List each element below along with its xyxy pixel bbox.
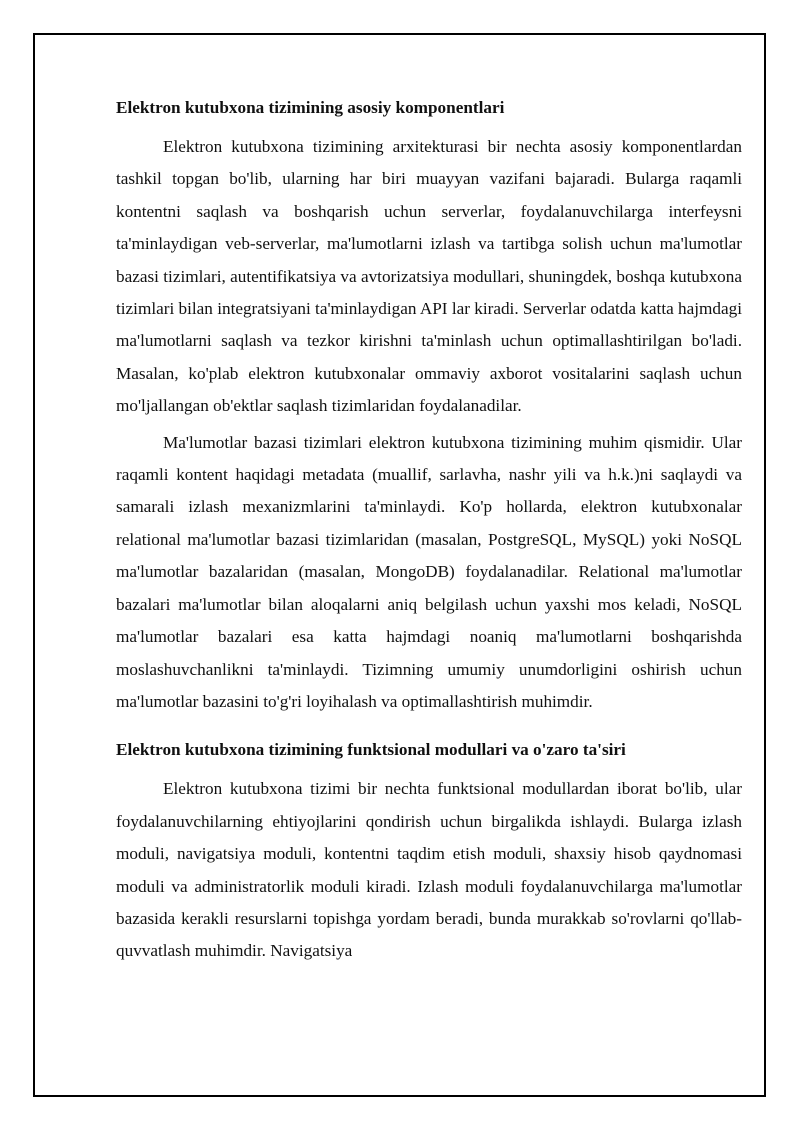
document-body [116, 96, 742, 972]
paragraph-architecture: Elektron kutubxona tizimining arxitekturasi bir nechta asosiy komponentlardan tashkil topgan bo'lib, ularning har biri muayyan vazifani bajaradi. Bularga raqamli kontentni saqlash va boshqarish uchun serverlar, foydalanuvchilarga interfeysni ta'minlaydigan veb-serverlar, ma'lumotlarni izlash va tartibga solish uchun ma'lumotlar bazasi tizimlari, autentifikatsiya va avtorizatsiya modullari, shuningdek, boshqa kutubxona tizimlari bilan integratsiyani ta'minlaydigan API lar kiradi. Serverlar odatda katta hajmdagi ma'lumotlarni saqlash va tezkor kirishni ta'minlash uchun optimallashtirilgan bo'ladi. Masalan, ko'plab elektron kutubxonalar ommaviy axborot vositalarini saqlash uchun mo'ljallangan ob'ektlar saqlash tizimlaridan foydalanadilar. [116, 137, 742, 416]
paragraph-modules: Elektron kutubxona tizimi bir nechta funktsional modullardan iborat bo'lib, ular foydalanuvchilarning ehtiyojlarini qondirish uchun birgalikda ishlaydi. Bularga izlash moduli, navigatsiya moduli, kontentni taqdim etish moduli, shaxsiy hisob qaydnomasi moduli va administratorlik moduli kiradi. Izlash moduli foydalanuvchilarga ma'lumotlar bazasida kerakli resurslarni topishga yordam beradi, bunda murakkab so'rovlarni qo'llab-quvvatlash muhimdir. Navigatsiya [116, 779, 742, 961]
section-heading-components: Elektron kutubxona tizimining asosiy komponentlari [116, 98, 505, 117]
paragraph-databases: Ma'lumotlar bazasi tizimlari elektron kutubxona tizimining muhim qismidir. Ular raqamli kontent haqidagi metadata (muallif, sarlavha, nashr yili va h.k.)ni saqlaydi va samarali izlash mexanizmlarini ta'minlaydi. Ko'p hollarda, elektron kutubxonalar relational ma'lumotlar bazasi tizimlaridan (masalan, PostgreSQL, MySQL) yoki NoSQL ma'lumotlar bazalaridan (masalan, MongoDB) foydalanadilar. Relational ma'lumotlar bazalari ma'lumotlar bilan aloqalarni aniq belgilash uchun yaxshi mos keladi, NoSQL ma'lumotlar bazalari esa katta hajmdagi noaniq ma'lumotlarni boshqarishda moslashuvchanlikni ta'minlaydi. Tizimning umumiy unumdorligini oshirish uchun ma'lumotlar bazasini to'g'ri loyihalash va optimallashtirish muhimdir. [116, 432, 742, 711]
section-heading-functional-modules: Elektron kutubxona tizimining funktsional modullari va o'zaro ta'siri [116, 740, 626, 760]
